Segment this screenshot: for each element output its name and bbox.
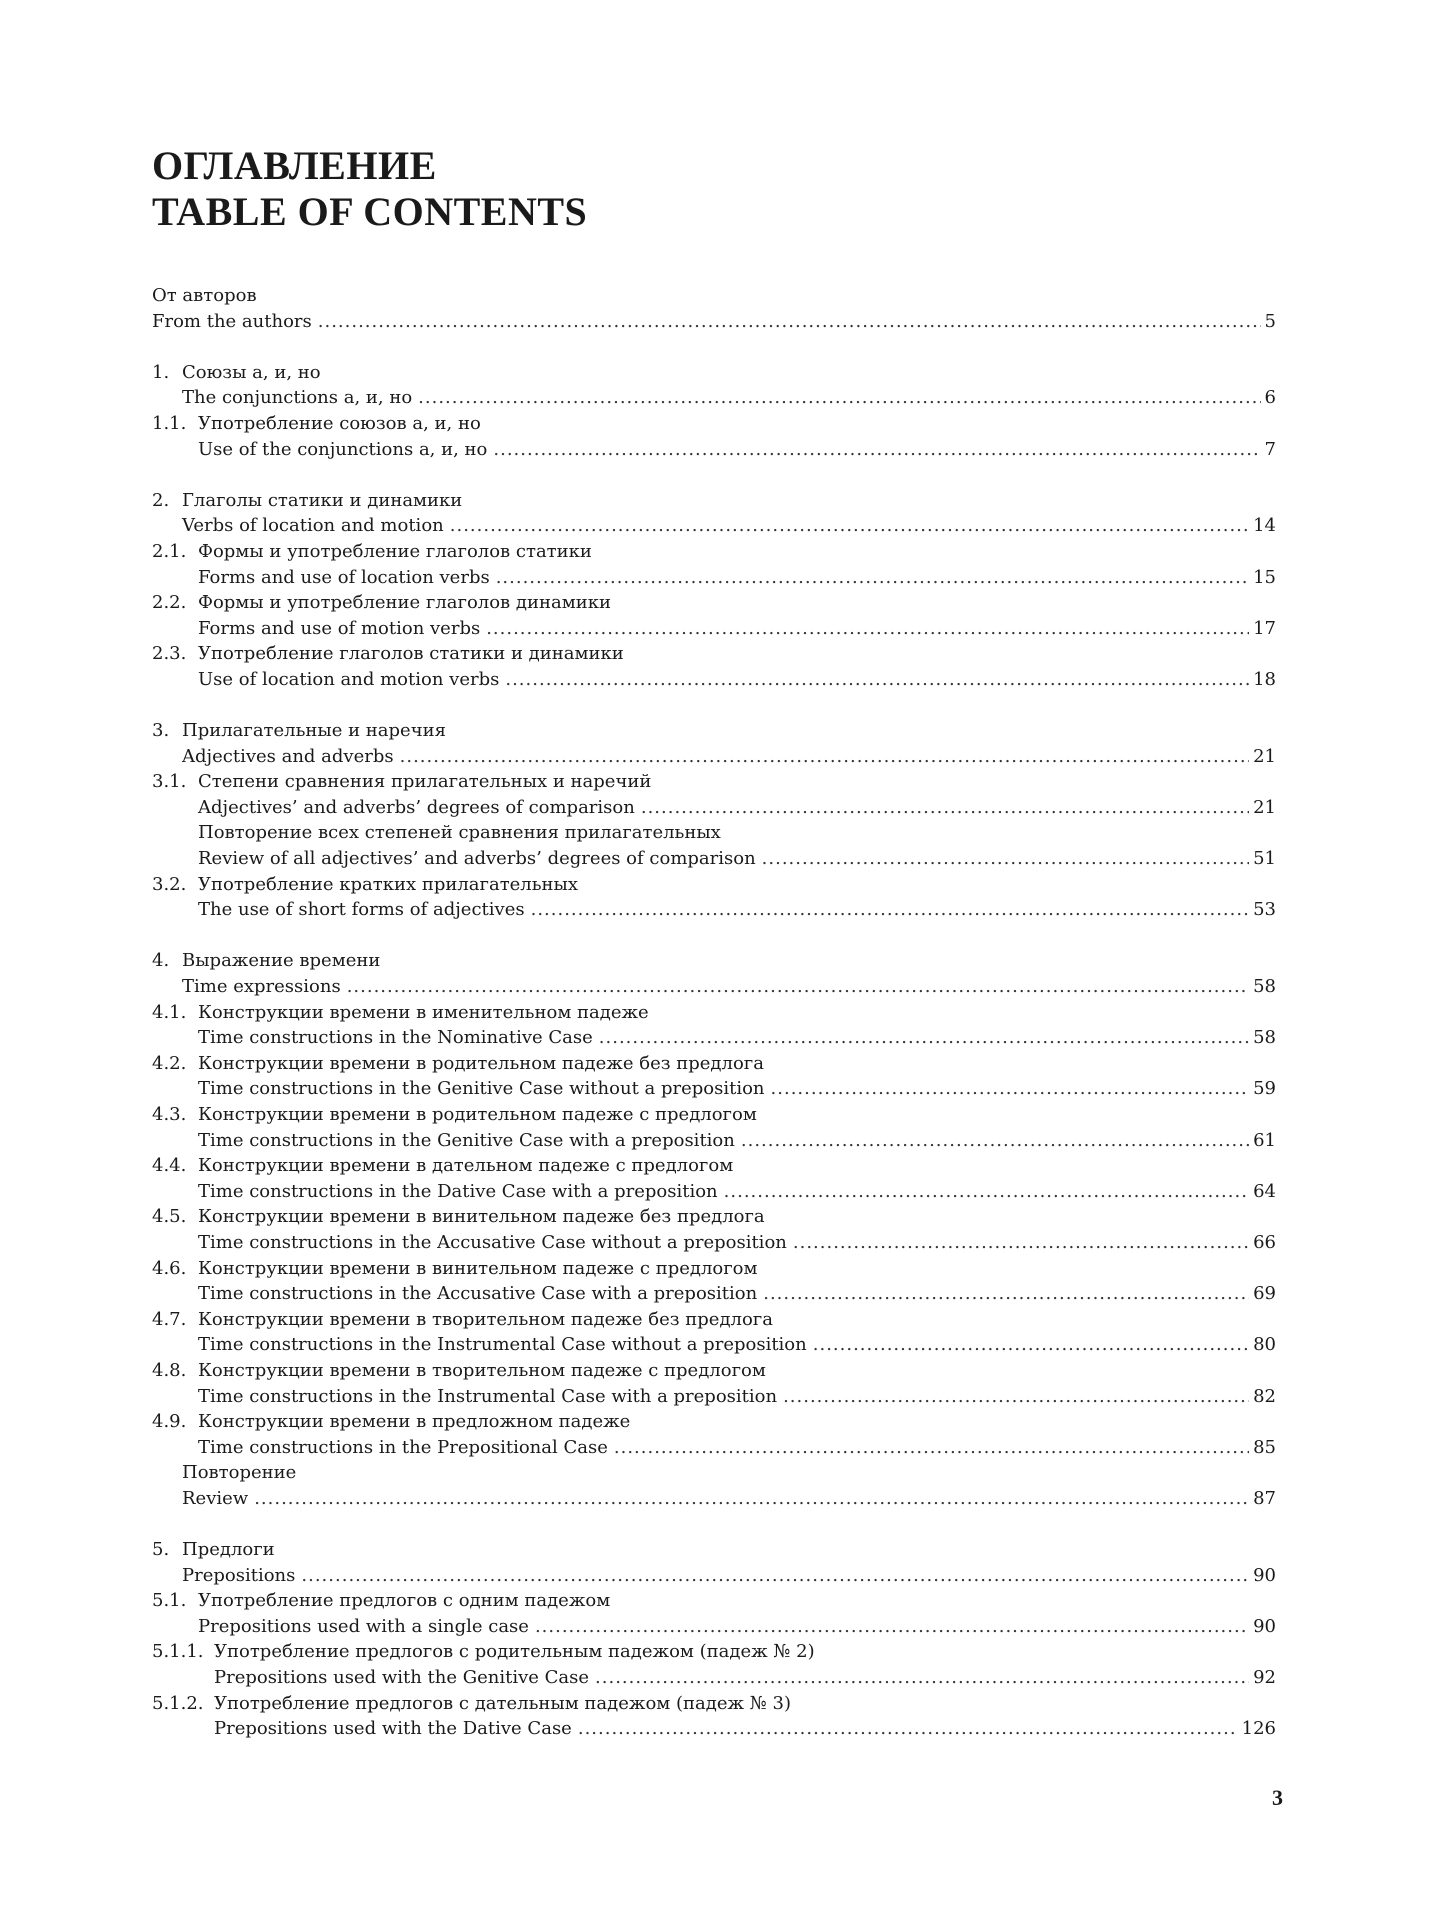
toc-entry-number: 4.8. (152, 1359, 187, 1381)
toc-entry-title-ru: Конструкции времени в предложном падеже (198, 1411, 631, 1433)
toc-entry-en[interactable] (152, 385, 1276, 411)
toc-entry-title-ru: Употребление предлогов с родительным падежом (падеж № 2) (214, 1641, 815, 1663)
toc-entry-ru (152, 488, 1276, 514)
toc-entry-ru (152, 539, 1276, 565)
section-spacer (152, 923, 1276, 949)
toc-entry-ru (152, 1307, 1276, 1333)
toc-entry-en[interactable] (152, 309, 1276, 335)
leader-dots (531, 897, 1250, 923)
leader-dots (486, 616, 1249, 642)
toc-entry-page: 80 (1249, 1332, 1276, 1358)
title-russian: ОГЛАВЛЕНИЕ (152, 143, 437, 188)
toc-entry-title-ru: Союзы а, и, но (182, 361, 321, 383)
toc-entry-number: 2.3. (152, 643, 187, 665)
toc-entry-ru (152, 1256, 1276, 1282)
toc-entry-en[interactable] (152, 1332, 1276, 1358)
toc-entry-ru (152, 360, 1276, 386)
toc-entry-page: 61 (1249, 1128, 1276, 1154)
toc-entry-title-en: Prepositions used with a single case (198, 1614, 535, 1640)
toc-entry-page: 126 (1238, 1716, 1276, 1742)
toc-entry-number: 1. (152, 361, 170, 383)
toc-entry-title-ru: Степени сравнения прилагательных и наречий (198, 771, 652, 793)
table-of-contents (152, 283, 1276, 1742)
toc-entry-ru (152, 872, 1276, 898)
leader-dots (724, 1179, 1249, 1205)
toc-entry-en[interactable] (152, 1435, 1276, 1461)
toc-entry-en[interactable] (152, 1076, 1276, 1102)
toc-entry-title-en: Time constructions in the Genitive Case without a preposition (198, 1076, 771, 1102)
toc-entry-number: 5.1.2. (152, 1692, 204, 1714)
toc-entry-page: 7 (1261, 437, 1276, 463)
toc-entry-page: 82 (1249, 1384, 1276, 1410)
toc-entry-number: 4.5. (152, 1206, 187, 1228)
toc-entry-title-en: From the authors (152, 309, 318, 335)
leader-dots (493, 437, 1260, 463)
title-english: TABLE OF CONTENTS (152, 189, 588, 234)
leader-dots (418, 385, 1260, 411)
toc-entry-title-ru: От авторов (152, 285, 257, 306)
toc-entry-title-en: Review of all adjectives’ and adverbs’ degrees of comparison (198, 846, 762, 872)
toc-entry-en[interactable] (152, 795, 1276, 821)
toc-entry-en[interactable] (152, 1614, 1276, 1640)
toc-entry-number: 3.1. (152, 771, 187, 793)
toc-entry-title-ru: Формы и употребление глаголов статики (198, 540, 592, 562)
toc-entry-ru (152, 1460, 1276, 1486)
toc-entry-en[interactable] (152, 1281, 1276, 1307)
toc-entry-number: 1.1. (152, 412, 187, 434)
leader-dots (505, 667, 1249, 693)
toc-entry-title-en: Time constructions in the Accusative Case without a preposition (198, 1230, 793, 1256)
toc-entry-title-ru: Формы и употребление глаголов динамики (198, 592, 611, 614)
leader-dots (771, 1076, 1250, 1102)
toc-entry-title-en: Prepositions (182, 1563, 301, 1589)
toc-entry-ru (152, 283, 1276, 309)
leader-dots (763, 1281, 1249, 1307)
toc-entry-number: 5.1.1. (152, 1641, 204, 1663)
toc-entry-title-en: Time constructions in the Nominative Case (198, 1025, 599, 1051)
toc-entry-page: 21 (1249, 795, 1276, 821)
toc-entry-title-ru: Конструкции времени в именительном падеже (198, 1001, 649, 1023)
toc-entry-en[interactable] (152, 1716, 1276, 1742)
toc-entry-ru (152, 820, 1276, 846)
toc-entry-page: 18 (1249, 667, 1276, 693)
toc-entry-title-ru: Употребление предлогов с одним падежом (198, 1590, 611, 1612)
leader-dots (450, 513, 1249, 539)
page-number: 3 (1272, 1785, 1283, 1810)
leader-dots (347, 974, 1249, 1000)
toc-entry-number: 4.1. (152, 1001, 187, 1023)
leader-dots (741, 1128, 1249, 1154)
toc-entry-ru (152, 1358, 1276, 1384)
toc-entry-page: 51 (1249, 846, 1276, 872)
toc-entry-ru (152, 1409, 1276, 1435)
leader-dots (614, 1435, 1249, 1461)
toc-entry-title-en: Review (182, 1486, 254, 1512)
toc-entry-title-en: Adjectives and adverbs (182, 744, 400, 770)
toc-entry-title-en: Prepositions used with the Dative Case (214, 1716, 578, 1742)
toc-entry-number: 4. (152, 950, 170, 972)
toc-entry-title-ru: Прилагательные и наречия (182, 720, 446, 742)
toc-entry-ru (152, 1153, 1276, 1179)
toc-entry-title-en: Prepositions used with the Genitive Case (214, 1665, 595, 1691)
toc-entry-number: 3.2. (152, 873, 187, 895)
toc-entry-page: 90 (1249, 1614, 1276, 1640)
toc-entry-ru (152, 1051, 1276, 1077)
toc-entry-number: 4.6. (152, 1257, 187, 1279)
section-spacer (152, 334, 1276, 360)
toc-entry-ru (152, 590, 1276, 616)
leader-dots (762, 846, 1249, 872)
toc-entry-number: 4.2. (152, 1052, 187, 1074)
toc-entry-title-en: Forms and use of location verbs (198, 565, 496, 591)
toc-entry-ru (152, 1588, 1276, 1614)
toc-entry-title-ru: Повторение (182, 1462, 297, 1484)
toc-entry-title-ru: Предлоги (182, 1539, 275, 1561)
toc-entry-title-en: The conjunctions а, и, но (182, 385, 418, 411)
toc-entry-en[interactable] (152, 667, 1276, 693)
toc-entry-page: 53 (1249, 897, 1276, 923)
toc-entry-title-ru: Конструкции времени в винительном падеже без предлога (198, 1206, 765, 1228)
toc-entry-en[interactable] (152, 1384, 1276, 1410)
leader-dots (301, 1563, 1249, 1589)
leader-dots (595, 1665, 1249, 1691)
toc-entry-number: 4.4. (152, 1155, 187, 1177)
toc-entry-title-ru: Конструкции времени в родительном падеже без предлога (198, 1052, 764, 1074)
toc-entry-en[interactable] (152, 897, 1276, 923)
toc-entry-en[interactable] (152, 1563, 1276, 1589)
section-spacer (152, 462, 1276, 488)
leader-dots (793, 1230, 1249, 1256)
toc-entry-page: 14 (1249, 513, 1276, 539)
leader-dots (599, 1025, 1249, 1051)
leader-dots (254, 1486, 1249, 1512)
toc-entry-number: 4.3. (152, 1104, 187, 1125)
toc-entry-en[interactable] (152, 1025, 1276, 1051)
toc-entry-page: 92 (1249, 1665, 1276, 1691)
toc-entry-title-ru: Конструкции времени в винительном падеже с предлогом (198, 1257, 758, 1279)
toc-entry-title-en: Verbs of location and motion (182, 513, 450, 539)
toc-entry-page: 58 (1249, 1025, 1276, 1051)
toc-entry-ru (152, 1691, 1276, 1717)
leader-dots (496, 565, 1249, 591)
section-spacer (152, 1512, 1276, 1538)
toc-entry-number: 2.1. (152, 540, 187, 562)
toc-entry-en[interactable] (152, 616, 1276, 642)
toc-entry-page: 66 (1249, 1230, 1276, 1256)
toc-entry-title-ru: Выражение времени (182, 950, 381, 972)
toc-entry-page: 58 (1249, 974, 1276, 1000)
toc-entry-en[interactable] (152, 1486, 1276, 1512)
toc-entry-number: 4.7. (152, 1308, 187, 1330)
toc-entry-title-en: Adjectives’ and adverbs’ degrees of comparison (198, 795, 641, 821)
toc-entry-en[interactable] (152, 974, 1276, 1000)
toc-entry-title-ru: Употребление предлогов с дательным падежом (падеж № 3) (214, 1692, 792, 1714)
toc-entry-page: 21 (1249, 744, 1276, 770)
toc-entry-page: 87 (1249, 1486, 1276, 1512)
leader-dots (641, 795, 1249, 821)
toc-entry-title-en: Use of the conjunctions а, и, но (198, 437, 493, 463)
toc-entry-ru (152, 411, 1276, 437)
toc-entry-title-en: Forms and use of motion verbs (198, 616, 486, 642)
toc-entry-ru (152, 641, 1276, 667)
toc-entry-en[interactable] (152, 1230, 1276, 1256)
toc-entry-en[interactable] (152, 1128, 1276, 1154)
toc-entry-ru (152, 1102, 1276, 1128)
toc-entry-ru (152, 1204, 1276, 1230)
toc-entry-en[interactable] (152, 565, 1276, 591)
toc-entry-page: 17 (1249, 616, 1276, 642)
toc-entry-title-ru: Конструкции времени в родительном падеже с предлогом (198, 1104, 757, 1125)
toc-entry-number: 3. (152, 720, 170, 742)
toc-entry-title-ru: Употребление кратких прилагательных (198, 873, 579, 895)
toc-entry-ru (152, 1537, 1276, 1563)
leader-dots (578, 1716, 1238, 1742)
toc-entry-number: 5. (152, 1539, 170, 1561)
toc-entry-page: 64 (1249, 1179, 1276, 1205)
toc-entry-ru (152, 718, 1276, 744)
toc-entry-number: 4.9. (152, 1411, 187, 1433)
leader-dots (318, 309, 1261, 335)
toc-entry-title-ru: Конструкции времени в творительном падеже с предлогом (198, 1359, 766, 1381)
toc-entry-number: 2.2. (152, 592, 187, 614)
toc-entry-ru (152, 948, 1276, 974)
toc-entry-title-en: Time constructions in the Genitive Case with a preposition (198, 1128, 741, 1154)
toc-entry-title-en: Time constructions in the Instrumental Case with a preposition (198, 1384, 783, 1410)
toc-entry-title-en: Time constructions in the Prepositional Case (198, 1435, 614, 1461)
toc-entry-page: 6 (1261, 385, 1276, 411)
toc-entry-ru (152, 769, 1276, 795)
toc-entry-page: 90 (1249, 1563, 1276, 1589)
toc-entry-en[interactable] (152, 513, 1276, 539)
leader-dots (813, 1332, 1249, 1358)
toc-entry-en[interactable] (152, 744, 1276, 770)
leader-dots (783, 1384, 1249, 1410)
leader-dots (400, 744, 1249, 770)
toc-entry-title-ru: Повторение всех степеней сравнения прилагательных (198, 822, 721, 844)
leader-dots (535, 1614, 1249, 1640)
toc-entry-title-en: Time constructions in the Accusative Case with a preposition (198, 1281, 763, 1307)
toc-entry-title-ru: Конструкции времени в дательном падеже с предлогом (198, 1155, 734, 1177)
toc-entry-title-en: Time expressions (182, 974, 347, 1000)
toc-entry-en[interactable] (152, 1665, 1276, 1691)
toc-entry-page: 85 (1249, 1435, 1276, 1461)
toc-entry-title-en: Use of location and motion verbs (198, 667, 505, 693)
toc-entry-page: 69 (1249, 1281, 1276, 1307)
toc-entry-page: 59 (1249, 1076, 1276, 1102)
section-spacer (152, 693, 1276, 719)
toc-entry-title-ru: Глаголы статики и динамики (182, 489, 463, 511)
toc-entry-number: 2. (152, 489, 170, 511)
toc-entry-ru (152, 1639, 1276, 1665)
toc-entry-title-en: The use of short forms of adjectives (198, 897, 531, 923)
toc-entry-number: 5.1. (152, 1590, 187, 1612)
toc-entry-title-ru: Употребление союзов а, и, но (198, 412, 481, 434)
toc-entry-en[interactable] (152, 1179, 1276, 1205)
toc-entry-title-en: Time constructions in the Dative Case with a preposition (198, 1179, 724, 1205)
toc-entry-title-en: Time constructions in the Instrumental Case without a preposition (198, 1332, 813, 1358)
toc-entry-en[interactable] (152, 437, 1276, 463)
toc-entry-title-ru: Употребление глаголов статики и динамики (198, 643, 624, 665)
toc-entry-page: 15 (1249, 565, 1276, 591)
toc-entry-ru (152, 1000, 1276, 1026)
toc-entry-en[interactable] (152, 846, 1276, 872)
toc-entry-page: 5 (1261, 309, 1276, 335)
page-title (152, 143, 587, 235)
toc-entry-title-ru: Конструкции времени в творительном падеже без предлога (198, 1308, 773, 1330)
